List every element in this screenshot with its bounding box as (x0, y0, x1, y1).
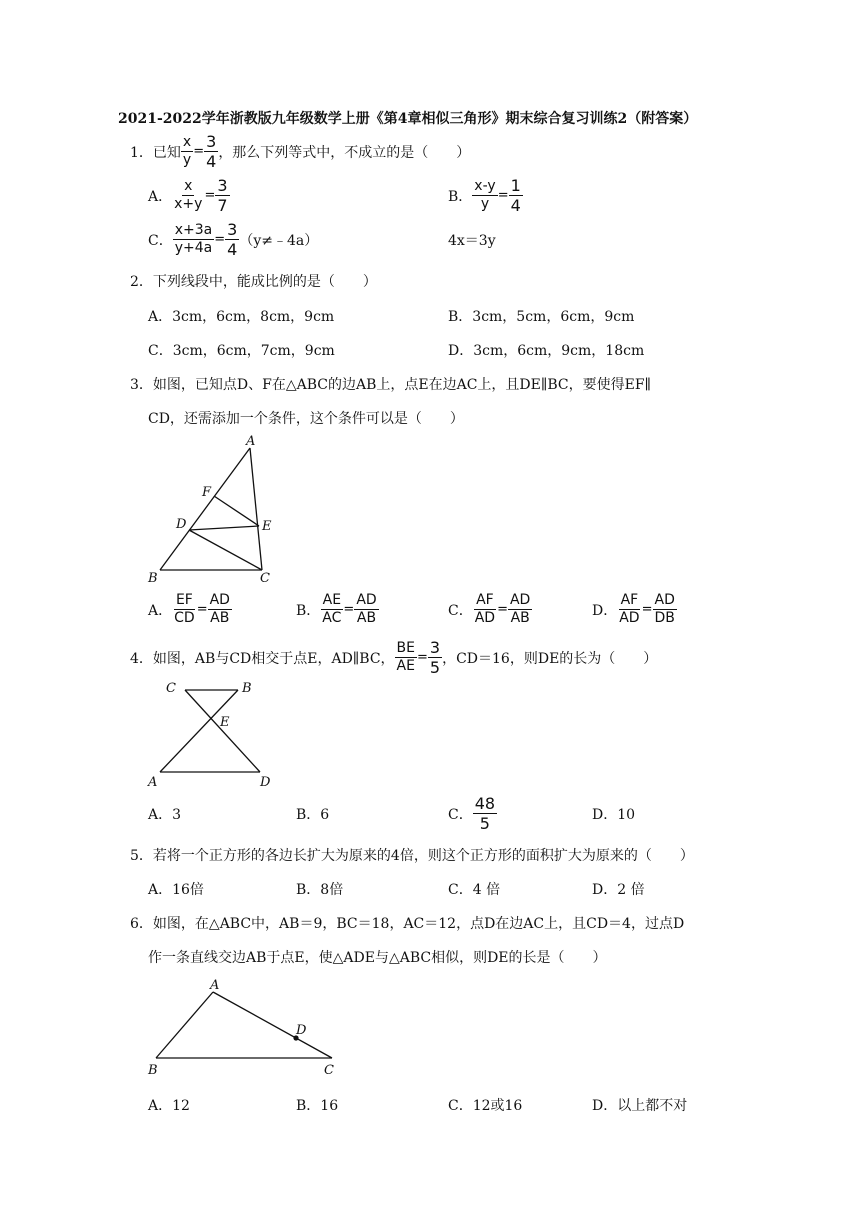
option-a[interactable]: A．3 (148, 807, 182, 823)
question-number: 1． (130, 144, 153, 161)
label-d: D (176, 517, 187, 532)
option-d[interactable]: D． $\frac{AF}{AD}$ = $\frac{AD}{DB}$ (592, 592, 675, 626)
option-c[interactable]: C．12或16 (448, 1098, 523, 1114)
question-2: 2．下列线段中，能成比例的是（ ） (130, 274, 377, 290)
option-b[interactable]: B． $\frac{x-y}{y}$ = $\frac{1}{4}$ (448, 176, 521, 215)
intersecting-lines-figure (140, 676, 290, 792)
option-c[interactable]: C． $\frac{48}{5}$ (448, 794, 496, 833)
label-e: E (262, 519, 272, 534)
label-d: D (296, 1023, 307, 1038)
option-a[interactable]: A．16倍 (148, 882, 204, 898)
triangle-abc-figure-q6 (140, 974, 350, 1084)
label-a: A (148, 775, 158, 790)
option-c[interactable]: C． $\frac{AF}{AD}$ = $\frac{AD}{AB}$ (448, 592, 531, 626)
option-b[interactable]: B．6 (296, 807, 330, 823)
option-d[interactable]: D．3cm，6cm，9cm，18cm (448, 343, 645, 359)
question-1: 1． 已知 $\frac{x}{y}$ = $\frac{3}{4}$ ，那么下列等式中，不成立的是（ ） (130, 132, 471, 171)
question-3-line2: CD，还需添加一个条件，这个条件可以是（ ） (148, 411, 464, 427)
option-b[interactable]: B． $\frac{AE}{AC}$ = $\frac{AD}{AB}$ (296, 592, 377, 626)
label-f: F (202, 485, 212, 500)
triangle-abc-figure (140, 430, 290, 590)
question-6: 6．如图，在△ABC中，AB＝9，BC＝18，AC＝12，点D在边AC上，且CD＝4，过点D (130, 916, 685, 932)
page-title: 2021-2022学年浙教版九年级数学上册《第4章相似三角形》期末综合复习训练2（附答案） (118, 111, 698, 127)
question-5: 5．若将一个正方形的各边长扩大为原来的4倍，则这个正方形的面积扩大为原来的（ ） (130, 848, 694, 864)
question-text: 已知 (152, 144, 181, 161)
option-c[interactable]: C．4 倍 (448, 882, 501, 898)
label-b: B (148, 571, 158, 586)
question-6-line2: 作一条直线交边AB于点E，使△ADE与△ABC相似，则DE的长是（ ） (148, 950, 607, 966)
option-d[interactable]: 4x＝3y (448, 233, 496, 249)
label-b: B (242, 681, 252, 696)
label-e: E (220, 715, 230, 730)
option-b[interactable]: B．16 (296, 1098, 339, 1114)
label-c: C (324, 1063, 334, 1078)
question-4: 4． 如图，AB与CD相交于点E，AD∥BC， $\frac{BE}{AE}$ = $\frac{3}{5}$ ，CD＝16，则DE的长为（ ） (130, 638, 658, 677)
fraction: $\frac{3}{4}$ (206, 132, 217, 171)
option-a[interactable]: A．3cm，6cm，8cm，9cm (148, 309, 335, 325)
option-c[interactable]: C． $\frac{x+3a}{y+4a}$ = $\frac{3}{4}$ （y≠﹣4a） (148, 220, 319, 259)
label-c: C (260, 571, 270, 586)
option-a[interactable]: A． $\frac{x}{x+y}$ = $\frac{3}{7}$ (148, 176, 228, 215)
label-a: A (246, 434, 256, 449)
option-c[interactable]: C．3cm，6cm，7cm，9cm (148, 343, 335, 359)
option-d[interactable]: D．以上都不对 (592, 1098, 688, 1114)
question-text: ，那么下列等式中，不成立的是（ ） (218, 144, 471, 161)
option-b[interactable]: B．8倍 (296, 882, 344, 898)
question-3: 3．如图，已知点D、F在△ABC的边AB上，点E在边AC上，且DE∥BC，要使得EF∥ (130, 377, 652, 393)
label-d: D (260, 775, 271, 790)
fraction: $\frac{x}{y}$ (182, 134, 192, 168)
option-a[interactable]: A． $\frac{EF}{CD}$ = $\frac{AD}{AB}$ (148, 592, 230, 626)
label-a: A (210, 978, 220, 993)
option-d[interactable]: D．10 (592, 807, 636, 823)
option-d[interactable]: D．2 倍 (592, 882, 645, 898)
option-a[interactable]: A．12 (148, 1098, 190, 1114)
label-b: B (148, 1063, 158, 1078)
label-c: C (166, 681, 176, 696)
option-b[interactable]: B．3cm，5cm，6cm，9cm (448, 309, 635, 325)
